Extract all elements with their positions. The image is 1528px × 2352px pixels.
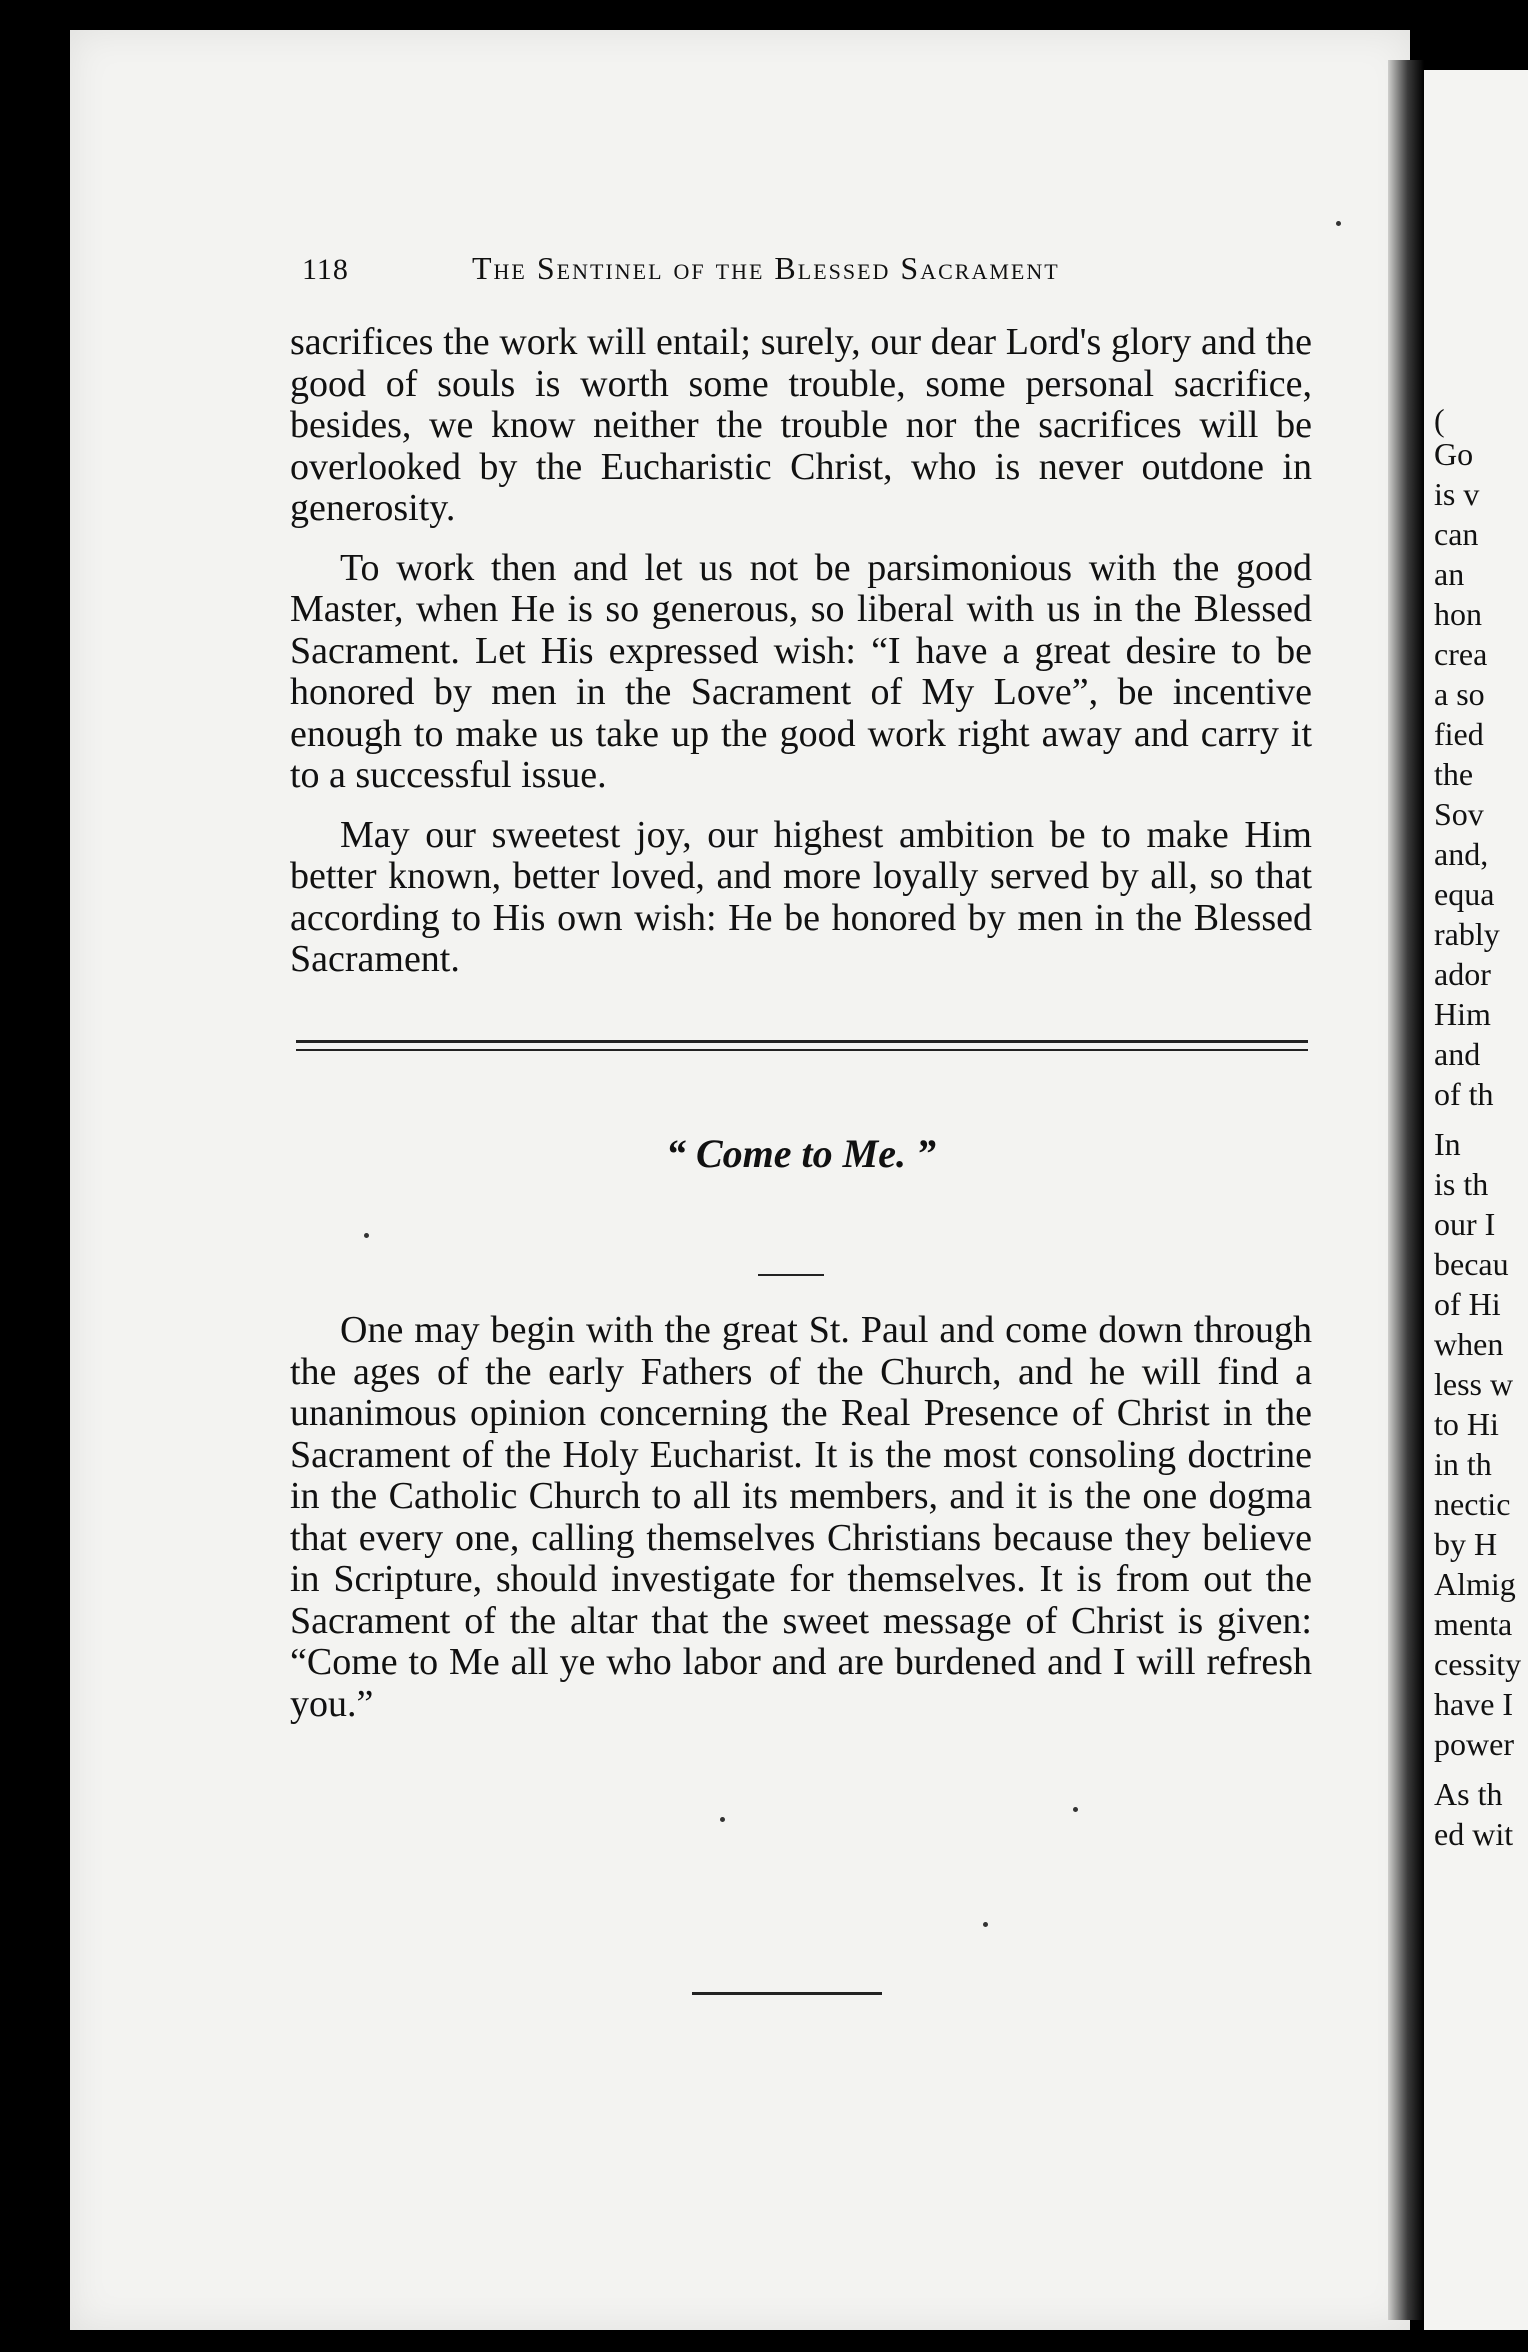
- facing-line: power: [1434, 1726, 1514, 1762]
- facing-line: a so: [1434, 676, 1485, 712]
- facing-line: an: [1434, 556, 1465, 592]
- facing-line: Go: [1434, 436, 1474, 472]
- print-speck: [1073, 1807, 1078, 1812]
- facing-line: can: [1434, 516, 1479, 552]
- facing-line: to Hi: [1434, 1406, 1499, 1442]
- facing-line: and: [1434, 1036, 1481, 1072]
- facing-line: In: [1434, 1126, 1461, 1162]
- paragraph: To work then and let us not be parsimonious with the good Master, when He is so generous, so liberal with us in the Blessed Sacrament. Let His expressed wish: “I have a great desire to be honored by men in the Sacrament of My Love”, be incentive enough to make us take up the good work right away and carry it to a successful issue.: [290, 546, 1312, 796]
- facing-line: fied: [1434, 716, 1484, 752]
- facing-line: menta: [1434, 1606, 1513, 1642]
- print-speck: [1336, 221, 1341, 226]
- title-rule: [758, 1274, 824, 1276]
- facing-line: (: [1434, 402, 1445, 438]
- section-divider: [296, 1040, 1308, 1054]
- facing-line: the: [1434, 756, 1474, 792]
- facing-line: and,: [1434, 836, 1489, 872]
- paragraph: May our sweetest joy, our highest ambition be to make Him better known, better loved, and more loyally served by all, so that according to His own wish: He be honored by men in the Blessed Sacrament.: [290, 813, 1312, 980]
- paragraph: sacrifices the work will entail; surely, our dear Lord's glory and the good of souls is worth some trouble, some personal sacrifice, besides, we know neither the trouble nor the sacrifices will be overlooked by the Eucharistic Christ, who is never outdone in generosity.: [290, 321, 1312, 529]
- facing-line: nectic: [1434, 1486, 1511, 1522]
- print-speck: [364, 1233, 369, 1238]
- print-speck: [720, 1817, 725, 1822]
- facing-line: equa: [1434, 876, 1495, 912]
- page-number: 118: [302, 253, 349, 286]
- facing-line: Almig: [1434, 1566, 1516, 1602]
- facing-line: Him: [1434, 996, 1491, 1032]
- facing-line: ed wit: [1434, 1816, 1514, 1852]
- facing-line: when: [1434, 1326, 1504, 1362]
- facing-line: rably: [1434, 916, 1500, 952]
- facing-line: Sov: [1434, 796, 1484, 832]
- facing-line: becau: [1434, 1246, 1509, 1282]
- facing-line: our I: [1434, 1206, 1496, 1242]
- facing-line: ador: [1434, 956, 1491, 992]
- facing-line: of th: [1434, 1076, 1494, 1112]
- facing-line: less w: [1434, 1366, 1514, 1402]
- book-gutter: [1388, 60, 1424, 2320]
- page-header: [302, 250, 1302, 287]
- facing-line: of Hi: [1434, 1286, 1501, 1322]
- facing-line: As th: [1434, 1776, 1503, 1812]
- facing-line: have I: [1434, 1686, 1514, 1722]
- facing-line: hon: [1434, 596, 1482, 632]
- facing-line: by H: [1434, 1526, 1498, 1562]
- article-body: [290, 1310, 1312, 1743]
- facing-line: is v: [1434, 476, 1480, 512]
- article-title: “ Come to Me. ”: [666, 1131, 936, 1176]
- running-title: The Sentinel of the Blessed Sacrament: [472, 250, 1060, 286]
- paragraph: One may begin with the great St. Paul and come down through the ages of the early Fathers of the Church, and he will find a unanimous opinion concerning the Real Presence of Christ in the Sacrament of the Holy Eucharist. It is the most consoling doctrine in the Catholic Church to all its members, and it is the one dogma that every one, calling themselves Christians because they believe in Scripture, should investigate for themselves. It is from out the Sacrament of the altar that the sweet message of Christ is given: “Come to Me all ye who labor and are burdened and I will refresh you.”: [290, 1309, 1312, 1725]
- end-rule: [692, 1992, 882, 1995]
- facing-page-fragment: [1424, 70, 1528, 2330]
- print-speck: [983, 1922, 988, 1927]
- continued-article-text: [290, 322, 1312, 999]
- facing-line: cessity: [1434, 1646, 1522, 1682]
- facing-line: is th: [1434, 1166, 1489, 1202]
- facing-line: crea: [1434, 636, 1488, 672]
- facing-line: in th: [1434, 1446, 1492, 1482]
